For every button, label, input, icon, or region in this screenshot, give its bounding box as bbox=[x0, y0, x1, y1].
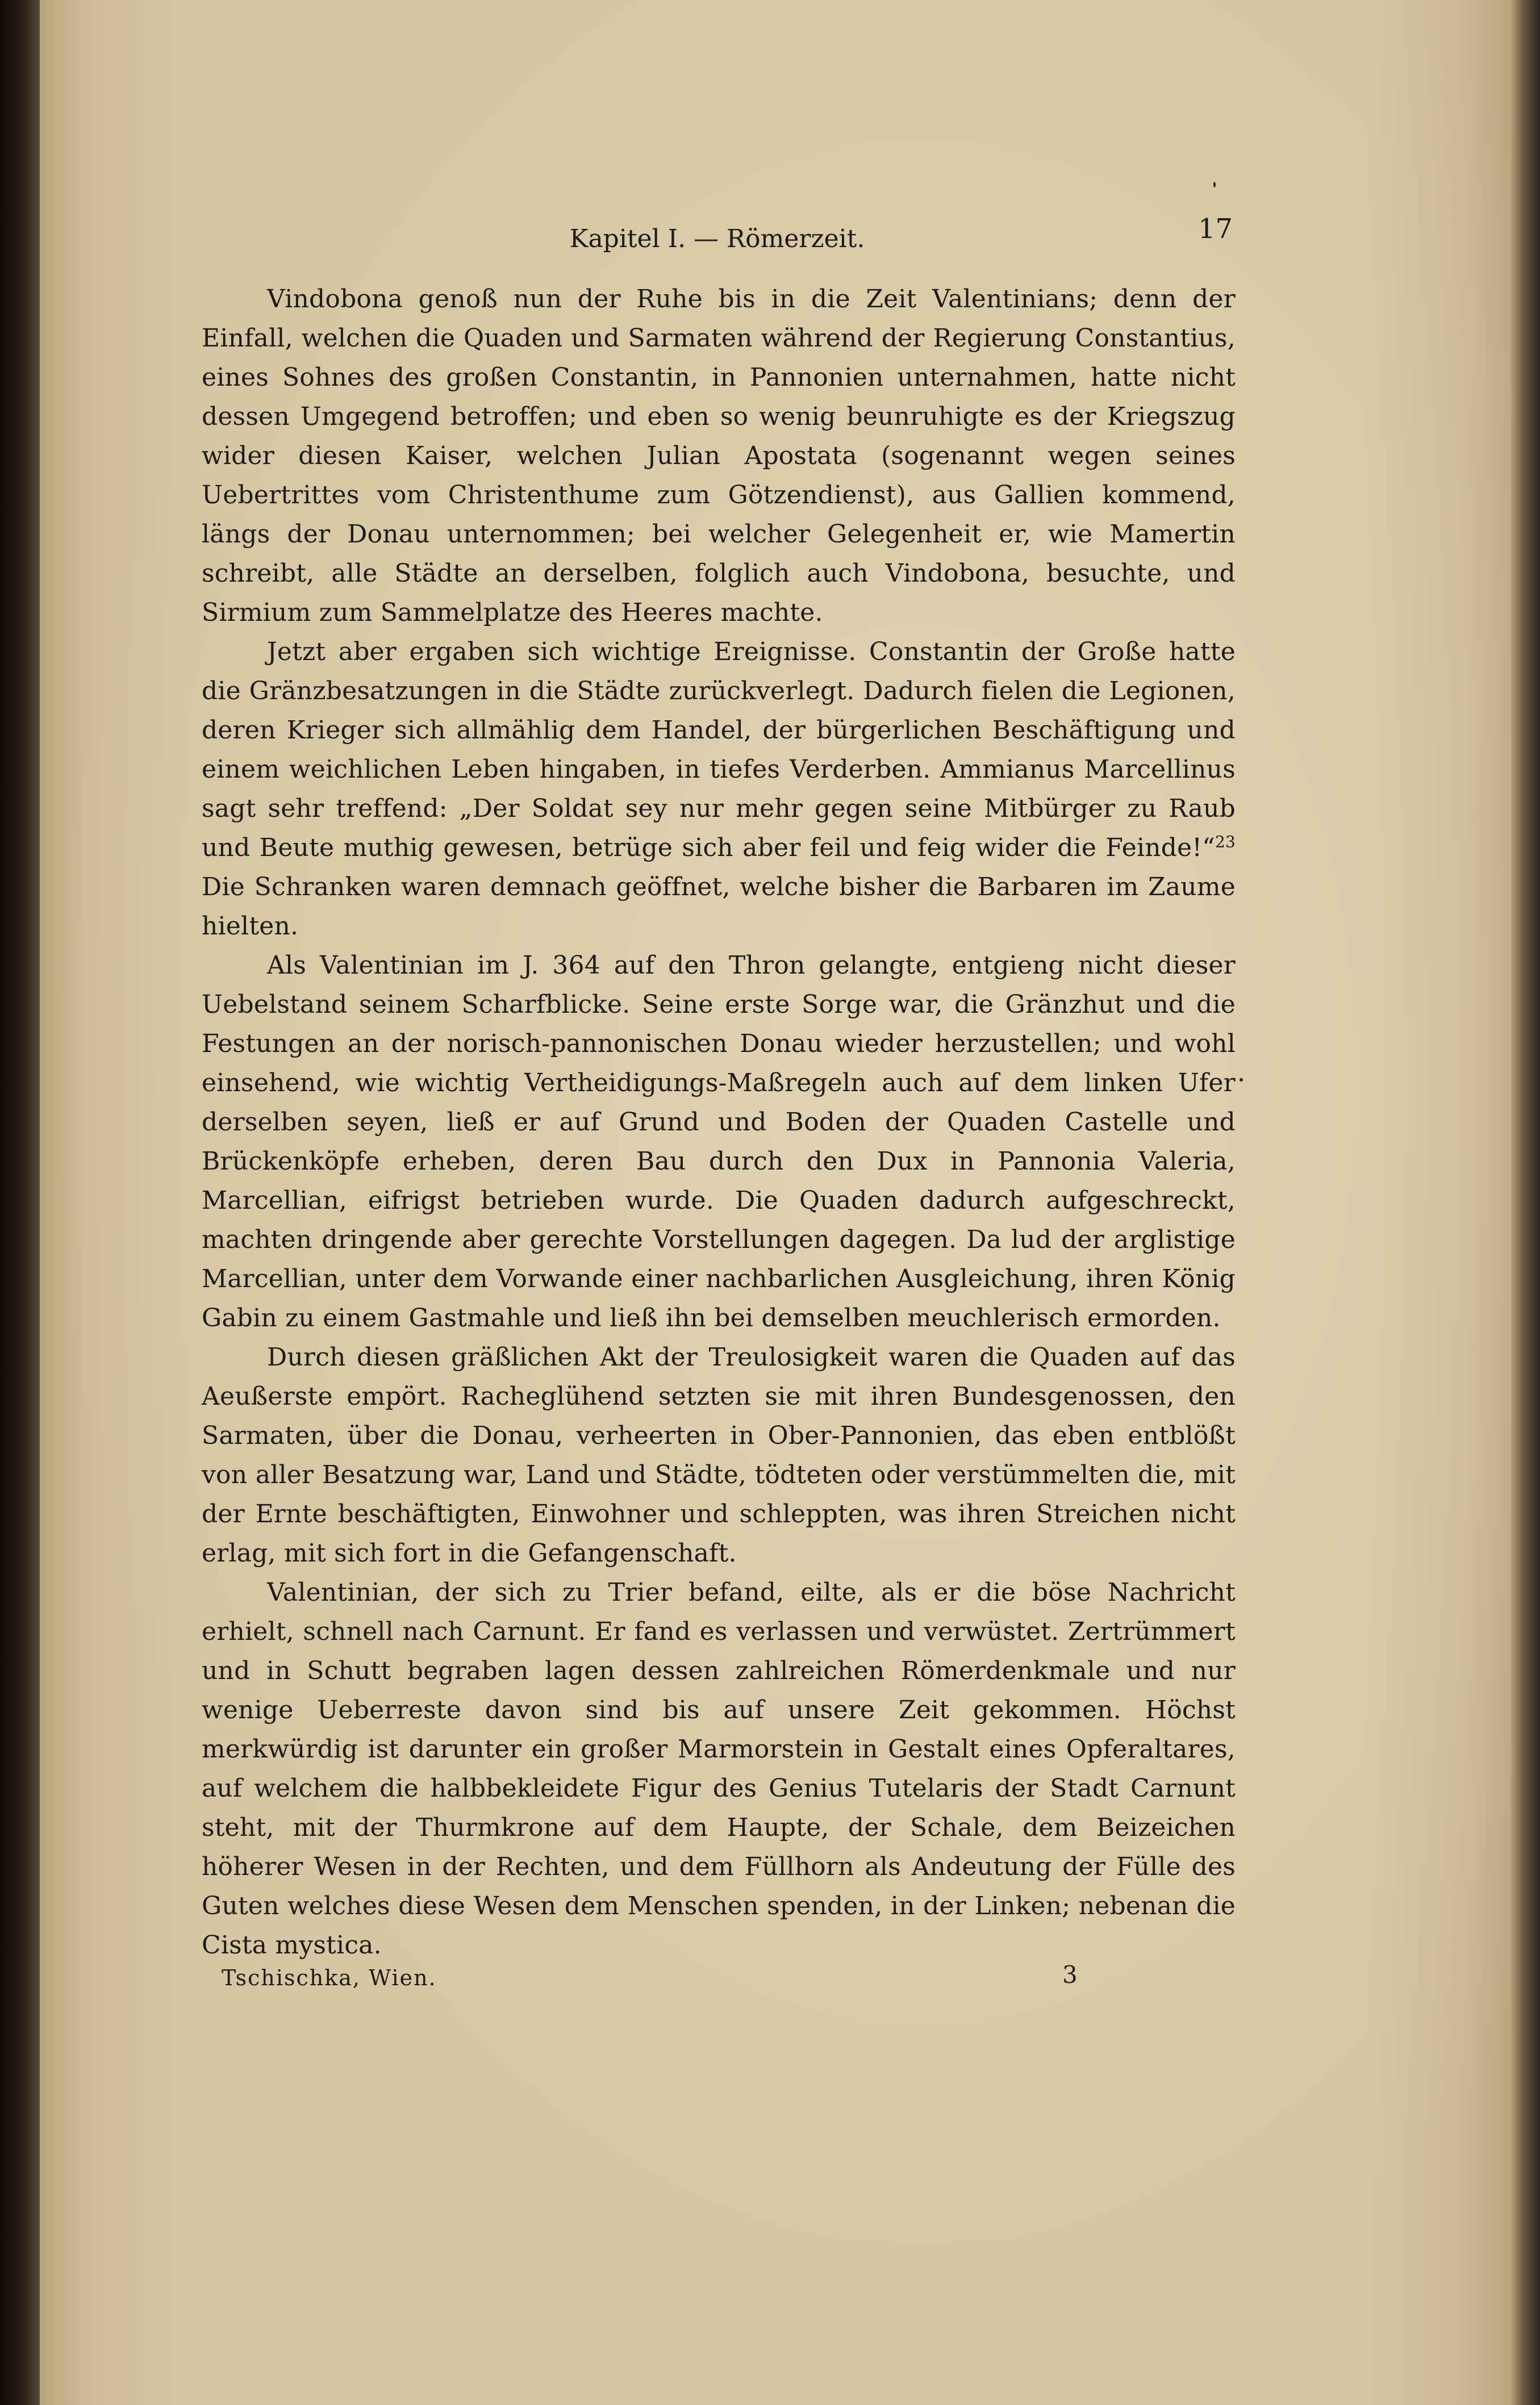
printer-imprint: Tschischka, Wien. bbox=[222, 1965, 437, 1990]
body-text bbox=[202, 279, 1236, 1965]
page-number: 17 bbox=[1197, 213, 1233, 245]
paper-speck bbox=[1213, 182, 1216, 187]
paragraph: Als Valentinian im J. 364 auf den Thron gelangte, entgieng nicht dieser Uebelstand seinem Scharfblicke. Seine erste Sorge war, die Gränzhut und die Festungen an der norisch-pannonischen Donau wieder herzustellen; und wohl einsehend, wie wichtig Vertheidigungs-Maßregeln auch auf dem linken Ufer derselben seyen, ließ er auf Grund und Boden der Quaden Castelle und Brückenköpfe erheben, deren Bau durch den Dux in Pannonia Valeria, Marcellian, eifrigst betrieben wurde. Die Quaden dadurch aufgeschreckt, machten dringende aber gerechte Vorstellungen dagegen. Da lud der arglistige Marcellian, unter dem Vorwande einer nachbarlichen Ausgleichung, ihren König Gabin zu einem Gastmahle und ließ ihn bei demselben meuchlerisch ermorden. bbox=[202, 951, 1236, 1333]
footnote-reference: 23 bbox=[1215, 832, 1236, 851]
book-spine-shadow bbox=[0, 0, 40, 2405]
paragraph-text: Die Schranken waren demnach geöffnet, welche bisher die Barbaren im Zaume hielten. bbox=[202, 872, 1236, 941]
signature-mark: 3 bbox=[1062, 1961, 1078, 1989]
paragraph: Valentinian, der sich zu Trier befand, eilte, als er die böse Nachricht erhielt, schnell nach Carnunt. Er fand es verlassen und verwüstet. Zertrümmert und in Schutt begraben lagen dessen zahlreichen Römerdenkmale und nur wenige Ueberreste davon sind bis auf unsere Zeit gekommen. Höchst merkwürdig ist darunter ein großer Marmorstein in Gestalt eines Opferaltares, auf welchem die halbbekleidete Figur des Genius Tutelaris der Stadt Carnunt steht, mit der Thurmkrone auf dem Haupte, der Schale, dem Beizeichen höherer Wesen in der Rechten, und dem Füllhorn als Andeutung der Fülle des Guten welches diese Wesen dem Menschen spenden, in der Linken; nebenan die Cista mystica. bbox=[202, 1578, 1236, 1960]
running-title: Kapitel I. — Römerzeit. bbox=[569, 224, 865, 253]
page-right-edge bbox=[1511, 0, 1540, 2405]
paragraph: Durch diesen gräßlichen Akt der Treulosigkeit waren die Quaden auf das Aeußerste empört. Racheglühend setzten sie mit ihren Bundesgenossen, den Sarmaten, über die Donau, verheerten in Ober-Pannonien, das eben entblößt von aller Besatzung war, Land und Städte, tödteten oder verstümmelten die, mit der Ernte beschäftigten, Einwohner und schleppten, was ihren Streichen nicht erlag, mit sich fort in die Gefangenschaft. bbox=[202, 1343, 1236, 1568]
paper-speck bbox=[1239, 1078, 1243, 1082]
paragraph bbox=[202, 632, 1236, 946]
paragraph: Vindobona genoß nun der Ruhe bis in die Zeit Valentinians; denn der Einfall, welchen die Quaden und Sarmaten während der Regierung Constantius, eines Sohnes des großen Constantin, in Pannonien unternahmen, hatte nicht dessen Umgegend betroffen; und eben so wenig beunruhigte es der Kriegszug wider diesen Kaiser, welchen Julian Apostata (sogenannt wegen seines Uebertrittes vom Christenthume zum Götzendienst), aus Gallien kommend, längs der Donau unternommen; bei welcher Gelegenheit er, wie Mamertin schreibt, alle Städte an derselben, folglich auch Vindobona, besuchte, und Sirmium zum Sammelplatze des Heeres machte. bbox=[202, 285, 1236, 627]
paragraph-text: Jetzt aber ergaben sich wichtige Ereignisse. Constantin der Große hatte die Gränzbesatzungen in die Städte zurückverlegt. Dadurch fielen die Legionen, deren Krieger sich allmählig dem Handel, der bürgerlichen Beschäftigung und einem weichlichen Leben hingaben, in tiefes Verderben. Ammianus Marcellinus sagt sehr treffend: „Der Soldat sey nur mehr gegen seine Mitbürger zu Raub und Beute muthig gewesen, betrüge sich aber feil und feig wider die Feinde!“ bbox=[202, 637, 1236, 862]
